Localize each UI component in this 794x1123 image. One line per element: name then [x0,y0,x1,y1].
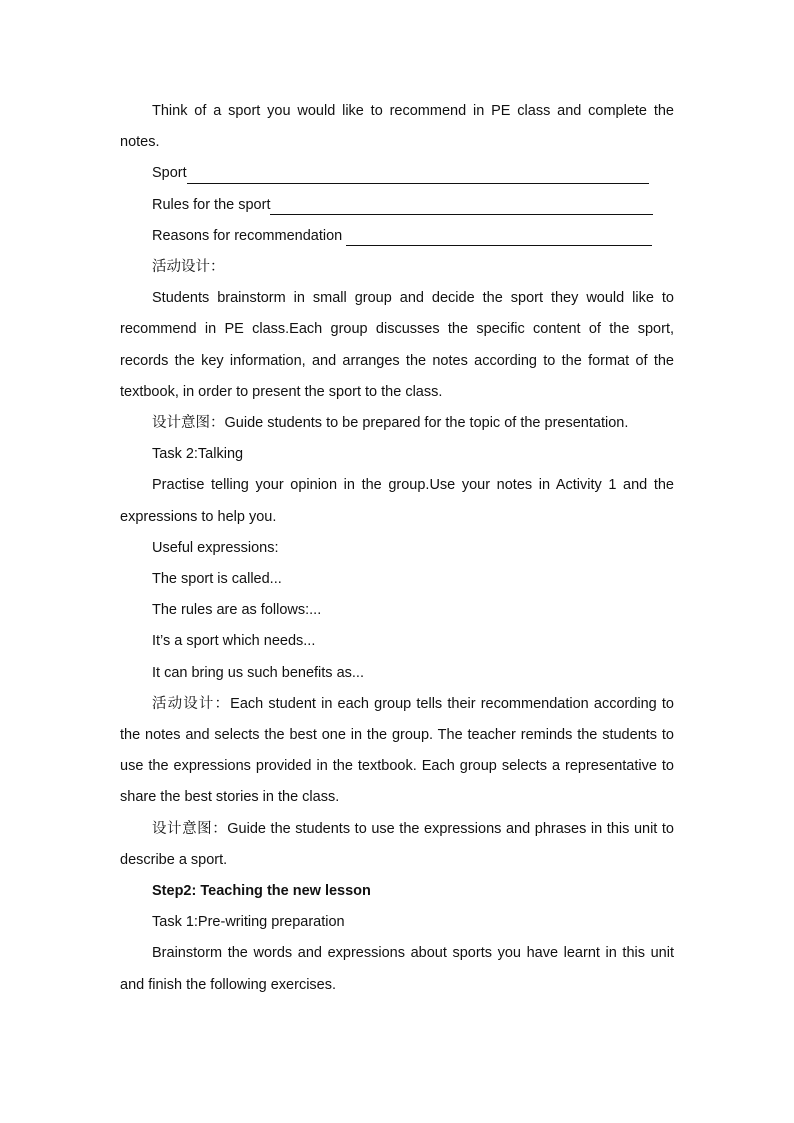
expression-2: The rules are as follows:... [152,602,322,619]
activity-paragraph: Students brainstorm in small group and decide the sport they would like to recommend in PE class.Each group discusses the specific content of the sport, records the key information, and arranges the notes according to the format of the textbook, in order to present the sport to the class. [120,290,674,400]
rules-label: Rules for the sport [152,196,271,213]
sport-line [120,158,674,189]
expression-3: It’s a sport which needs... [152,633,316,650]
activity-2-paragraph: 活动设计：Each student in each group tells their recommendation according to the notes and selects the best one in the group. The teacher reminds the students to use the expressions provided in the textbook. Each group selects a representative to share the best stories in the class. [120,695,674,806]
step2-heading: Step2: Teaching the new lesson [152,883,371,900]
task1-title: Task 1:Pre-writing preparation [152,914,345,931]
rules-line [120,190,674,221]
sport-blank [187,163,649,184]
task2-paragraph: Practise telling your opinion in the group.Use your notes in Activity 1 and the expressions to help you. [120,477,674,525]
sport-label: Sport [152,165,187,182]
expression-1: The sport is called... [152,571,282,588]
rules-blank [270,194,653,215]
task2-title: Task 2:Talking [152,446,244,463]
design-intent-2: 设计意图：Guide the students to use the expressions and phrases in this unit to describe a sport. [120,820,674,868]
design-intent-1: 设计意图：Guide students to be prepared for the topic of the presentation. [152,415,629,432]
document-body [120,96,674,1001]
useful-expressions-heading: Useful expressions: [152,539,279,556]
reasons-label: Reasons for recommendation [152,227,347,244]
intro-paragraph: Think of a sport you would like to recommend in PE class and complete the notes. [120,103,674,151]
reasons-line [120,221,674,252]
task1-paragraph: Brainstorm the words and expressions about sports you have learnt in this unit and finish the following exercises. [120,945,674,993]
reasons-blank [346,225,652,246]
expression-4: It can bring us such benefits as... [152,664,364,681]
activity-heading: 活动设计： [152,259,225,276]
